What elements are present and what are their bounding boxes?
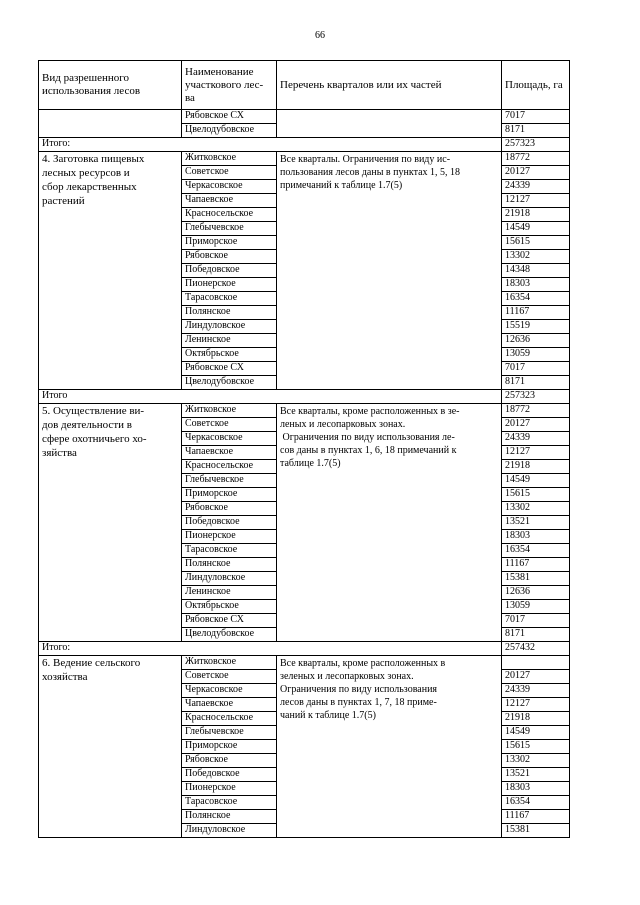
forestry-name-cell: Цвелодубовское <box>182 376 277 390</box>
forestry-name-cell: Житковское <box>182 152 277 166</box>
description-line: сов даны в пунктах 1, 6, 18 примечаний к <box>280 445 457 456</box>
use-type-line: хозяйства <box>42 671 88 683</box>
area-cell: 20127 <box>502 166 570 180</box>
forestry-name-cell: Глебычевское <box>182 726 277 740</box>
header-area: Площадь, га <box>502 61 570 110</box>
area-cell: 14549 <box>502 222 570 236</box>
forestry-name-cell: Ленинское <box>182 586 277 600</box>
area-cell: 13059 <box>502 348 570 362</box>
table-row <box>39 656 570 670</box>
header-forestry-name: Наименование участкового лес-ва <box>182 61 277 110</box>
description-line: Все кварталы, кроме расположенных в зе- <box>280 406 460 417</box>
area-cell: 8171 <box>502 376 570 390</box>
forestry-name-cell: Полянское <box>182 810 277 824</box>
forestry-name-cell: Советское <box>182 670 277 684</box>
forestry-name-cell: Черкасовское <box>182 432 277 446</box>
forestry-name-cell: Октябрьское <box>182 348 277 362</box>
area-cell: 12127 <box>502 194 570 208</box>
forestry-name-cell: Чапаевское <box>182 194 277 208</box>
area-cell: 14549 <box>502 474 570 488</box>
area-cell: 11167 <box>502 810 570 824</box>
total-row <box>39 390 570 404</box>
use-type-cell <box>39 656 182 838</box>
area-cell: 16354 <box>502 544 570 558</box>
area-cell: 21918 <box>502 712 570 726</box>
total-value: 257432 <box>502 642 570 656</box>
forestry-name-cell: Чапаевское <box>182 446 277 460</box>
quarters-description-cell <box>277 152 502 390</box>
forestry-name-cell: Приморское <box>182 488 277 502</box>
table-header-row <box>39 61 570 110</box>
area-cell: 12636 <box>502 586 570 600</box>
forestry-name-cell: Красносельское <box>182 460 277 474</box>
page-number: 66 <box>315 30 325 41</box>
area-cell: 13302 <box>502 754 570 768</box>
area-cell: 15615 <box>502 740 570 754</box>
forestry-name-cell: Глебычевское <box>182 474 277 488</box>
area-cell: 15519 <box>502 320 570 334</box>
forestry-name-cell: Октябрьское <box>182 600 277 614</box>
table-row <box>39 110 570 124</box>
area-cell: 13521 <box>502 516 570 530</box>
area-cell: 11167 <box>502 306 570 320</box>
forestry-name-cell: Черкасовское <box>182 180 277 194</box>
forestry-name-cell: Тарасовское <box>182 544 277 558</box>
forestry-name-cell: Рябовское <box>182 250 277 264</box>
quarters-description-cell <box>277 656 502 838</box>
forestry-name-cell: Тарасовское <box>182 292 277 306</box>
area-cell: 8171 <box>502 124 570 138</box>
forestry-name-cell: Линдуловское <box>182 320 277 334</box>
forestry-name-cell: Пионерское <box>182 782 277 796</box>
area-cell: 16354 <box>502 796 570 810</box>
forestry-name-cell: Пионерское <box>182 278 277 292</box>
area-cell: 12127 <box>502 698 570 712</box>
forestry-name-cell: Тарасовское <box>182 796 277 810</box>
forestry-name-cell: Приморское <box>182 236 277 250</box>
area-cell: 13302 <box>502 502 570 516</box>
forestry-name-cell: Полянское <box>182 558 277 572</box>
area-cell: 7017 <box>502 614 570 628</box>
forestry-name-cell: Цвелодубовское <box>182 124 277 138</box>
forestry-name-cell: Черкасовское <box>182 684 277 698</box>
use-type-line: зяйства <box>42 447 77 459</box>
area-cell: 11167 <box>502 558 570 572</box>
area-cell: 12636 <box>502 334 570 348</box>
area-cell: 15381 <box>502 572 570 586</box>
forestry-name-cell: Победовское <box>182 768 277 782</box>
header-use-type: Вид разрешенного использования лесов <box>39 61 182 110</box>
area-cell: 18772 <box>502 404 570 418</box>
total-row <box>39 138 570 152</box>
forestry-name-cell: Рябовское <box>182 754 277 768</box>
forestry-name-cell: Рябовское СХ <box>182 362 277 376</box>
description-line: Все кварталы, кроме расположенных в <box>280 658 446 669</box>
use-type-line: 5. Осуществление ви- <box>42 405 145 417</box>
forestry-name-cell: Приморское <box>182 740 277 754</box>
area-cell: 21918 <box>502 460 570 474</box>
total-label: Итого: <box>39 642 502 656</box>
area-cell: 18303 <box>502 782 570 796</box>
forestry-name-cell: Рябовское <box>182 502 277 516</box>
area-cell: 24339 <box>502 684 570 698</box>
forestry-name-cell: Цвелодубовское <box>182 628 277 642</box>
description-line: чаний к таблице 1.7(5) <box>280 710 376 721</box>
area-cell: 14348 <box>502 264 570 278</box>
area-cell: 12127 <box>502 446 570 460</box>
area-cell: 13521 <box>502 768 570 782</box>
forestry-name-cell: Рябовское СХ <box>182 614 277 628</box>
description-line: пользования лесов даны в пунктах 1, 5, 18 <box>280 167 461 178</box>
area-cell: 13302 <box>502 250 570 264</box>
forestry-name-cell: Красносельское <box>182 208 277 222</box>
forestry-name-cell: Житковское <box>182 404 277 418</box>
area-cell: 15381 <box>502 824 570 838</box>
area-cell: 8171 <box>502 628 570 642</box>
use-type-line: лесных ресурсов и <box>42 167 130 179</box>
area-cell <box>502 656 570 670</box>
use-type-cell <box>39 152 182 390</box>
forestry-name-cell: Красносельское <box>182 712 277 726</box>
description-line: Все кварталы. Ограничения по виду ис- <box>280 154 451 165</box>
table-row <box>39 152 570 166</box>
total-value: 257323 <box>502 138 570 152</box>
use-type-line: сбор лекарственных <box>42 181 137 193</box>
forestry-name-cell: Советское <box>182 418 277 432</box>
description-line: лесов даны в пунктах 1, 7, 18 приме- <box>280 697 437 708</box>
forestry-name-cell: Советское <box>182 166 277 180</box>
area-cell: 20127 <box>502 418 570 432</box>
use-type-line: 4. Заготовка пищевых <box>42 153 145 165</box>
total-row <box>39 642 570 656</box>
area-cell: 24339 <box>502 432 570 446</box>
area-cell: 20127 <box>502 670 570 684</box>
description-line: леных и лесопарковых зонах. <box>280 419 406 430</box>
forestry-name-cell: Линдуловское <box>182 572 277 586</box>
forestry-name-cell: Пионерское <box>182 530 277 544</box>
area-cell: 18772 <box>502 152 570 166</box>
table-row <box>39 404 570 418</box>
use-type-cell <box>39 404 182 642</box>
description-line: таблице 1.7(5) <box>280 458 341 469</box>
description-line: примечаний к таблице 1.7(5) <box>280 180 403 191</box>
description-line: Ограничения по виду использования <box>280 684 438 695</box>
forestry-name-cell: Чапаевское <box>182 698 277 712</box>
use-type-line: 6. Ведение сельского <box>42 657 141 669</box>
description-line: Ограничения по виду использования ле- <box>280 432 455 443</box>
quarters-description-cell <box>277 404 502 642</box>
empty-cell <box>277 110 502 138</box>
forestry-name-cell: Победовское <box>182 516 277 530</box>
area-cell: 24339 <box>502 180 570 194</box>
forestry-name-cell: Полянское <box>182 306 277 320</box>
use-type-line: дов деятельности в <box>42 419 132 431</box>
forestry-name-cell: Рябовское СХ <box>182 110 277 124</box>
forestry-name-cell: Победовское <box>182 264 277 278</box>
area-cell: 21918 <box>502 208 570 222</box>
empty-cell <box>39 110 182 138</box>
area-cell: 18303 <box>502 278 570 292</box>
use-type-line: растений <box>42 195 85 207</box>
total-label: Итого: <box>39 138 502 152</box>
area-cell: 7017 <box>502 362 570 376</box>
area-cell: 15615 <box>502 488 570 502</box>
area-cell: 14549 <box>502 726 570 740</box>
area-cell: 16354 <box>502 292 570 306</box>
area-cell: 18303 <box>502 530 570 544</box>
description-line: зеленых и лесопарковых зонах. <box>280 671 414 682</box>
total-value: 257323 <box>502 390 570 404</box>
total-label: Итого <box>39 390 502 404</box>
use-type-line: сфере охотничьего хо- <box>42 433 147 445</box>
forestry-name-cell: Житковское <box>182 656 277 670</box>
forestry-name-cell: Глебычевское <box>182 222 277 236</box>
header-quarters-list: Перечень кварталов или их частей <box>277 61 502 110</box>
forest-use-table <box>38 60 570 838</box>
area-cell: 7017 <box>502 110 570 124</box>
forestry-name-cell: Линдуловское <box>182 824 277 838</box>
forestry-name-cell: Ленинское <box>182 334 277 348</box>
area-cell: 13059 <box>502 600 570 614</box>
area-cell: 15615 <box>502 236 570 250</box>
